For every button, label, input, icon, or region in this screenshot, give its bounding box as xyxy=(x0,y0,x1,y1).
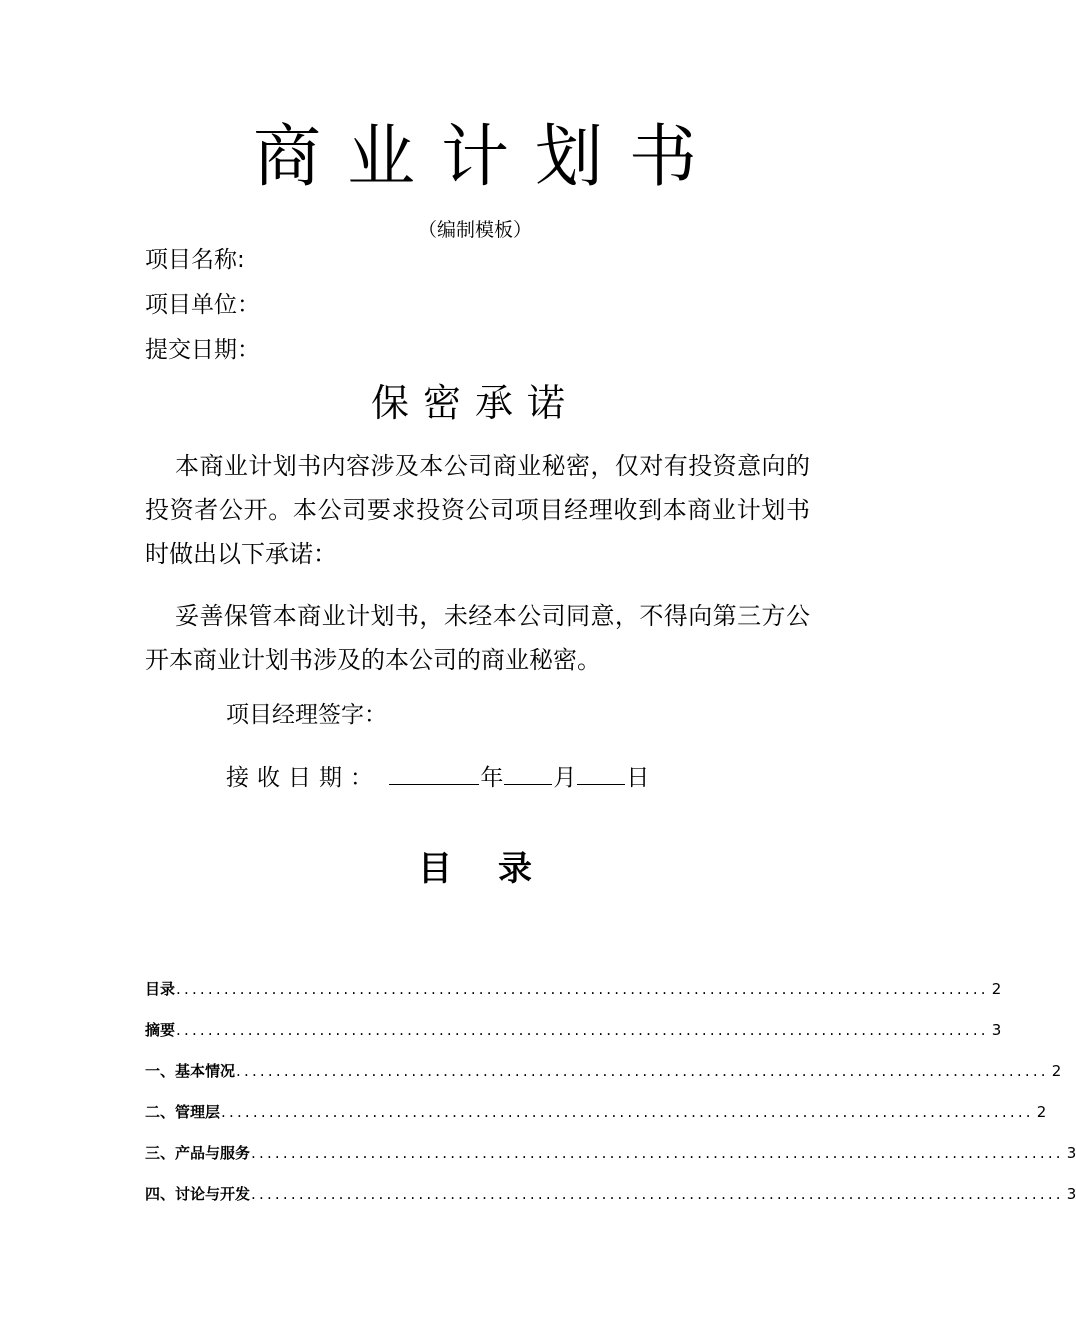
document-title: 商业计划书 xyxy=(252,118,723,197)
month-label: 月 xyxy=(553,765,577,791)
signature-label: 项目经理签字： xyxy=(226,702,387,728)
receive-date-row xyxy=(226,762,649,793)
toc-entry[interactable] xyxy=(145,1060,1062,1101)
toc-entry-label: 目录 xyxy=(145,980,176,998)
toc-entry-label: 摘要 xyxy=(145,1021,176,1039)
toc-entry-page: 2 xyxy=(991,980,1002,998)
confidentiality-paragraph-1: 本商业计划书内容涉及本公司商业秘密，仅对有投资意向的投资者公开。本公司要求投资公司项目经理收到本商业计划书时做出以下承诺： xyxy=(145,452,810,568)
toc-leader-dots: ...................................................................................................... xyxy=(221,1103,1034,1121)
toc-entry[interactable] xyxy=(145,1101,1047,1142)
toc-entry-page: 2 xyxy=(1036,1103,1047,1121)
month-blank xyxy=(504,762,552,785)
toc-leader-dots: ...................................................................................................... xyxy=(251,1144,1064,1162)
receive-date-label: 接收日期： xyxy=(226,765,381,791)
project-unit-label: 项目单位： xyxy=(145,292,260,318)
year-label: 年 xyxy=(480,765,504,791)
day-blank xyxy=(577,762,625,785)
document-subtitle: （编制模板） xyxy=(417,219,532,241)
toc-entry-page: 3 xyxy=(1066,1144,1076,1162)
confidentiality-title: 保密承诺 xyxy=(370,381,579,425)
toc-entry[interactable] xyxy=(145,1142,1076,1183)
toc-leader-dots: ...................................................................................................... xyxy=(176,980,989,998)
toc-entry[interactable] xyxy=(145,1019,1002,1060)
toc-entry-page: 2 xyxy=(1051,1062,1062,1080)
toc-leader-dots: ...................................................................................................... xyxy=(236,1062,1049,1080)
confidentiality-paragraph-2: 妥善保管本商业计划书，未经本公司同意，不得向第三方公开本商业计划书涉及的本公司的商业秘密。 xyxy=(145,602,810,674)
toc-leader-dots: ...................................................................................................... xyxy=(176,1021,989,1039)
day-label: 日 xyxy=(626,765,650,791)
toc-entry-label: 三、产品与服务 xyxy=(145,1144,251,1162)
toc-entry-page: 3 xyxy=(1066,1185,1076,1203)
year-blank xyxy=(389,762,479,785)
toc-entry-label: 四、讨论与开发 xyxy=(145,1185,251,1203)
toc-title: 目录 xyxy=(418,849,578,889)
toc-entry-label: 一、基本情况 xyxy=(145,1062,236,1080)
toc-entry-label: 二、管理层 xyxy=(145,1103,221,1121)
submit-date-label: 提交日期： xyxy=(145,337,260,363)
toc-entry[interactable] xyxy=(145,1183,1076,1224)
toc-leader-dots: ...................................................................................................... xyxy=(251,1185,1064,1203)
toc-entry[interactable] xyxy=(145,978,1002,1019)
project-name-label: 项目名称: xyxy=(145,247,245,273)
table-of-contents xyxy=(145,978,1076,1224)
toc-entry-page: 3 xyxy=(991,1021,1002,1039)
